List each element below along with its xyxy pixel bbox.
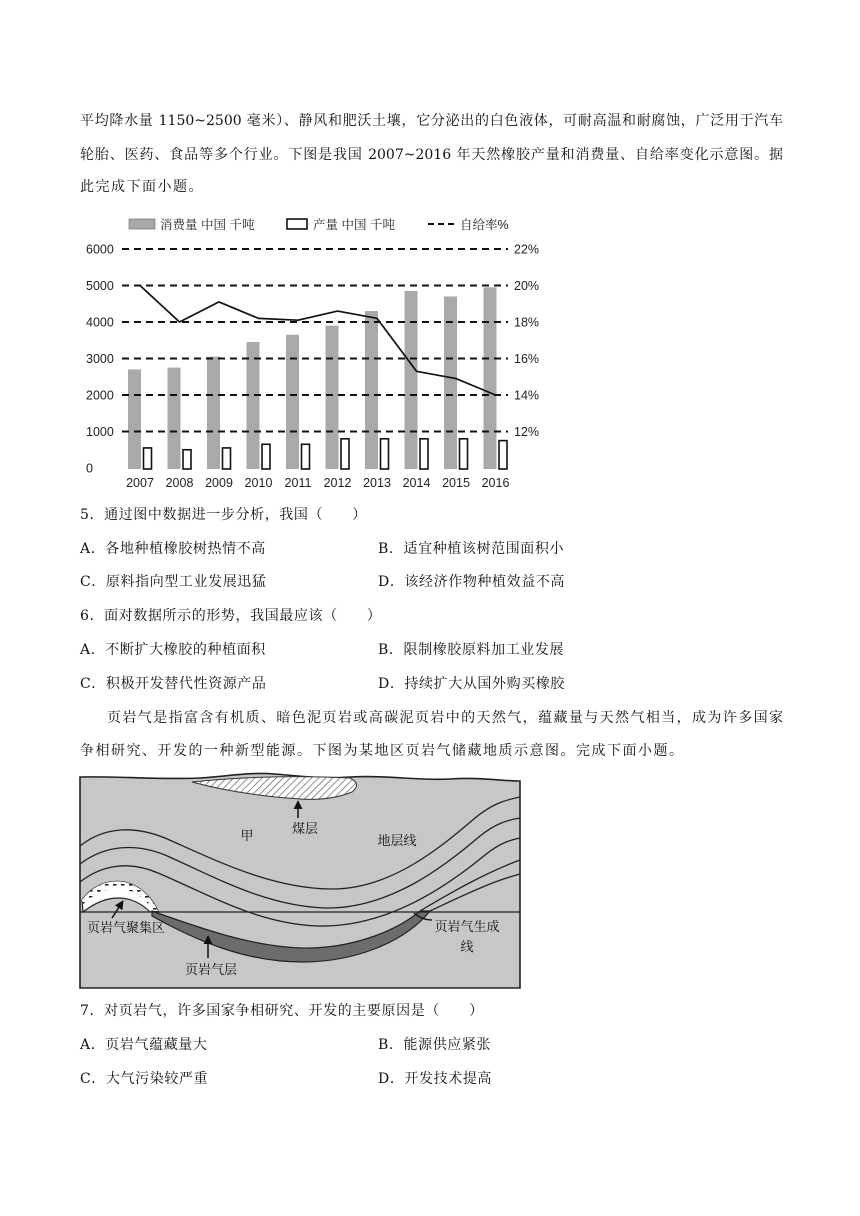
question-6-stem: 6．面对数据所示的形势，我国最应该（ ） — [80, 608, 382, 624]
consumption-bar — [365, 311, 378, 469]
x-tick-label: 2013 — [363, 476, 391, 490]
x-tick-label: 2009 — [205, 476, 233, 490]
y-tick-label: 5000 — [86, 279, 114, 293]
x-tick-label: 2016 — [481, 476, 510, 490]
shale-gas-diagram — [76, 770, 526, 992]
y2-tick-label: 12% — [514, 425, 540, 439]
y-tick-label: 4000 — [86, 315, 114, 330]
question-7-option-d: D．开发技术提高 — [378, 1071, 493, 1087]
consumption-bar — [326, 326, 339, 469]
question-6-option-c: C．积极开发替代性资源产品 — [80, 676, 267, 692]
legend-swatch-consumption — [129, 219, 155, 229]
consumption-bar — [128, 369, 141, 469]
y2-tick-label: 14% — [514, 388, 540, 403]
x-tick-label: 2012 — [323, 476, 352, 490]
question-5-option-b: B．适宜种植该树范围面积小 — [378, 541, 565, 557]
legend-label-rate: 自给率% — [460, 218, 509, 232]
production-bar — [302, 444, 310, 469]
x-tick-label: 2008 — [165, 476, 194, 490]
question-6-option-d: D．持续扩大从国外购买橡胶 — [378, 676, 566, 692]
legend-label-production: 产量 中国 千吨 — [313, 218, 395, 232]
y2-tick-label: 20% — [514, 279, 540, 293]
production-bar — [223, 448, 231, 469]
production-bar — [460, 439, 468, 469]
y2-tick-label: 16% — [514, 352, 540, 366]
y-tick-label: 1000 — [86, 425, 114, 439]
label-jia: 甲 — [240, 828, 254, 843]
y-tick-label: 0 — [86, 461, 93, 476]
passage2-line-1: 页岩气是指富含有机质、暗色泥页岩或高碳泥页岩中的天然气，蕴藏量与天然气相当，成为许多国家 — [107, 710, 783, 726]
question-5-option-c: C．原料指向型工业发展迅猛 — [80, 574, 267, 590]
intro-line-1: 平均降水量 1150~2500 毫米）、静风和肥沃土壤，它分泌出的白色液体，可耐高温和耐腐蚀，广泛用于汽车 — [80, 113, 783, 129]
y-tick-label: 2000 — [86, 388, 114, 403]
rubber-chart — [70, 205, 560, 495]
consumption-bar — [207, 357, 220, 469]
label-accumulation-zone: 页岩气聚集区 — [86, 920, 166, 935]
x-tick-label: 2015 — [442, 476, 470, 490]
consumption-bar — [286, 335, 299, 469]
self-sufficiency-line — [140, 286, 496, 396]
question-6-option-a: A．不断扩大橡胶的种植面积 — [80, 642, 266, 658]
question-7-option-b: B．能源供应紧张 — [378, 1037, 492, 1053]
y2-tick-label: 22% — [514, 242, 540, 257]
x-tick-label: 2007 — [126, 476, 154, 490]
consumption-bar — [247, 342, 260, 469]
y-tick-label: 3000 — [86, 352, 114, 366]
question-5-option-a: A．各地种植橡胶树热情不高 — [80, 541, 266, 557]
label-strata-line: 地层线 — [377, 833, 417, 848]
question-7-option-a: A．页岩气蕴藏量大 — [80, 1037, 208, 1053]
label-coal-seam: 煤层 — [291, 821, 319, 836]
production-bar — [341, 439, 349, 469]
production-bar — [420, 439, 428, 469]
passage2-line-2: 争相研究、开发的一种新型能源。下图为某地区页岩气储藏地质示意图。完成下面小题。 — [80, 743, 685, 759]
y-tick-label: 6000 — [86, 242, 114, 257]
label-generation-line-2: 线 — [460, 939, 474, 954]
label-generation-line-1: 页岩气生成 — [434, 919, 500, 934]
x-tick-label: 2011 — [284, 476, 312, 490]
consumption-bar — [168, 368, 181, 469]
x-tick-label: 2010 — [244, 476, 273, 490]
production-bar — [262, 444, 270, 469]
y2-tick-label: 18% — [514, 315, 540, 330]
consumption-bar — [405, 291, 418, 469]
intro-line-2: 轮胎、医药、食品等多个行业。下图是我国 2007~2016 年天然橡胶产量和消费量、自给率变化示意图。据 — [80, 147, 783, 163]
legend-label-consumption: 消费量 中国 千吨 — [160, 218, 255, 232]
consumption-bar — [484, 287, 497, 469]
production-bar — [144, 448, 152, 469]
label-shale-gas-layer: 页岩气层 — [184, 962, 238, 977]
question-6-option-b: B．限制橡胶原料加工业发展 — [378, 642, 565, 658]
intro-line-3: 此完成下面小题。 — [80, 179, 204, 195]
legend-swatch-production — [287, 219, 307, 229]
question-7-stem: 7．对页岩气，许多国家争相研究、开发的主要原因是（ ） — [80, 1003, 484, 1019]
question-7-option-c: C．大气污染较严重 — [80, 1071, 209, 1087]
production-bar — [381, 439, 389, 469]
x-tick-label: 2014 — [402, 476, 431, 490]
question-5-stem: 5．通过图中数据进一步分析，我国（ ） — [80, 507, 367, 523]
question-5-option-d: D．该经济作物种植效益不高 — [378, 574, 566, 590]
production-bar — [499, 441, 507, 469]
production-bar — [183, 450, 191, 469]
